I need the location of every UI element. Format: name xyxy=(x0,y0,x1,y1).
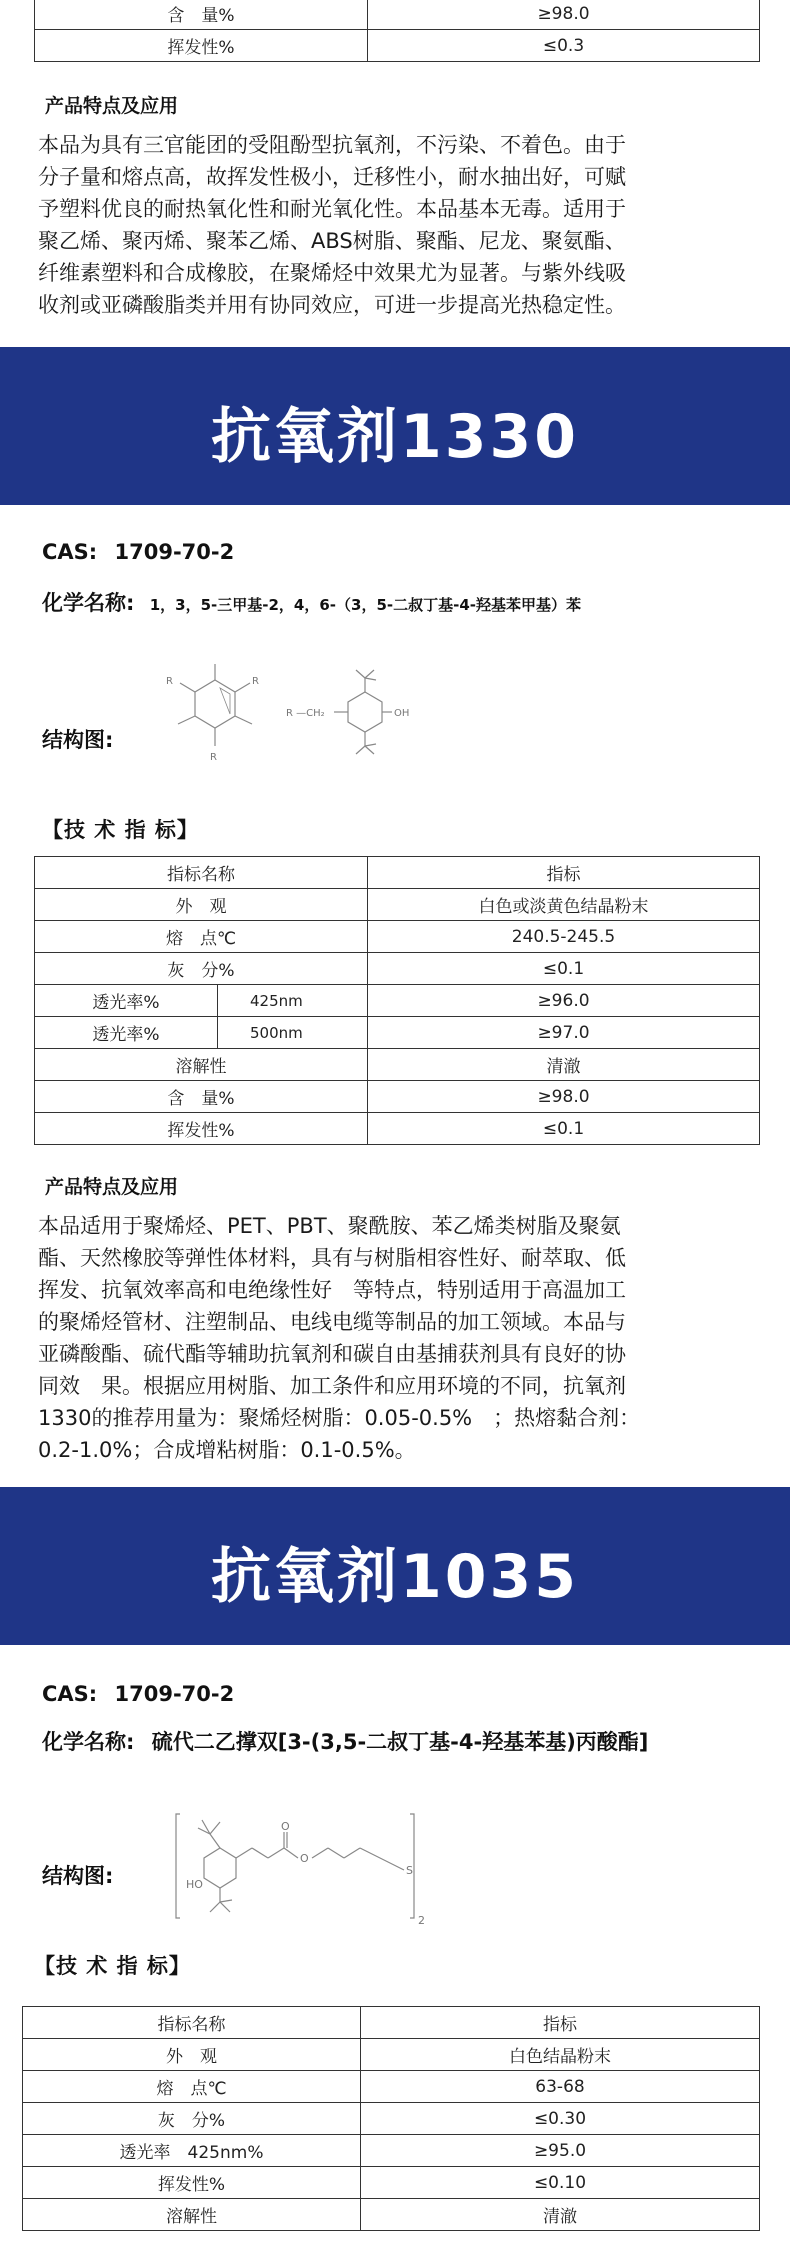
product-title: 抗氧剂1330 xyxy=(211,402,579,472)
spec-value: 240.5-245.5 xyxy=(368,921,760,953)
table-row xyxy=(35,1017,760,1049)
product-title: 抗氧剂1035 xyxy=(211,1542,579,1612)
table-row xyxy=(35,1081,760,1113)
top-spec-table xyxy=(34,0,760,62)
table-row xyxy=(23,2199,760,2231)
spec-value: 清澈 xyxy=(361,2199,760,2231)
structure-diagram-1330 xyxy=(160,650,460,780)
spec-value: ≤0.10 xyxy=(361,2167,760,2199)
structure-label: 结构图: xyxy=(42,728,114,752)
struct-text-oh: OH xyxy=(394,708,410,719)
header-value: 指标 xyxy=(368,857,760,889)
table-row xyxy=(23,2167,760,2199)
spec-name: 挥发性% xyxy=(35,30,368,62)
spec-name: 含 量% xyxy=(35,1081,368,1113)
spec-value: ≥98.0 xyxy=(368,0,760,30)
paragraph-line: 0.2-1.0%；合成增粘树脂：0.1-0.5%。 xyxy=(38,1438,416,1462)
table-header-row xyxy=(35,857,760,889)
table-row xyxy=(23,2135,760,2167)
table-row xyxy=(23,2103,760,2135)
spec-value: 清澈 xyxy=(368,1049,760,1081)
tech-spec-label: 【技 术 指 标】 xyxy=(42,818,199,842)
paragraph-line: 本品适用于聚烯烃、PET、PBT、聚酰胺、苯乙烯类树脂及聚氨 xyxy=(38,1214,621,1238)
table-row xyxy=(35,953,760,985)
paragraph-line: 酯、天然橡胶等弹性体材料，具有与树脂相容性好、耐萃取、低 xyxy=(38,1246,626,1270)
struct-text-o: O xyxy=(281,1820,290,1833)
spec-name: 挥发性% xyxy=(23,2167,361,2199)
paragraph-line: 聚乙烯、聚丙烯、聚苯乙烯、ABS树脂、聚酯、尼龙、聚氨酯、 xyxy=(38,229,626,253)
spec-table-1035 xyxy=(22,2006,760,2231)
struct-text-r: R xyxy=(252,676,259,687)
structure-label: 结构图: xyxy=(42,1864,114,1888)
spec-value: 白色或淡黄色结晶粉末 xyxy=(368,889,760,921)
paragraph-line: 纤维素塑料和合成橡胶，在聚烯烃中效果尤为显著。与紫外线吸 xyxy=(38,261,626,285)
paragraph-line: 同效 果。根据应用树脂、加工条件和应用环境的不同，抗氧剂 xyxy=(38,1374,626,1398)
table-row xyxy=(35,985,760,1017)
spec-name: 熔 点℃ xyxy=(23,2071,361,2103)
structure-diagram-1035 xyxy=(172,1808,442,1928)
spec-value: ≥98.0 xyxy=(368,1081,760,1113)
table-row xyxy=(35,889,760,921)
struct-text-sub: 2 xyxy=(418,1914,425,1927)
spec-name: 灰 分% xyxy=(35,953,368,985)
table-row xyxy=(23,2071,760,2103)
features-heading: 产品特点及应用 xyxy=(45,95,179,117)
spec-name: 外 观 xyxy=(23,2039,361,2071)
paragraph-line: 1330的推荐用量为：聚烯烃树脂：0.05-0.5% ；热熔黏合剂： xyxy=(38,1406,641,1430)
title-banner-1035 xyxy=(0,1487,790,1645)
struct-text-r: R xyxy=(210,752,217,763)
paragraph-line: 本品为具有三官能团的受阻酚型抗氧剂，不污染、不着色。由于 xyxy=(38,133,626,157)
spec-name: 透光率% xyxy=(35,1017,218,1049)
chem-name-line xyxy=(42,1726,648,1756)
paragraph-line: 挥发、抗氧效率高和电绝缘性好 等特点，特别适用于高温加工 xyxy=(38,1278,626,1302)
table-row xyxy=(35,0,760,30)
struct-text-r: R xyxy=(166,676,173,687)
spec-value: ≤0.1 xyxy=(368,953,760,985)
features-heading: 产品特点及应用 xyxy=(45,1176,179,1198)
spec-name: 挥发性% xyxy=(35,1113,368,1145)
spec-name: 含 量% xyxy=(35,0,368,30)
spec-value: ≤0.1 xyxy=(368,1113,760,1145)
chem-label: 化学名称: xyxy=(42,1730,135,1754)
tech-spec-label: 【技 术 指 标】 xyxy=(34,1954,191,1978)
spec-name: 溶解性 xyxy=(35,1049,368,1081)
struct-text-ho: HO xyxy=(186,1878,203,1891)
struct-text-s: S xyxy=(406,1864,413,1877)
table-header-row xyxy=(23,2007,760,2039)
spec-name: 熔 点℃ xyxy=(35,921,368,953)
spec-name: 灰 分% xyxy=(23,2103,361,2135)
spec-value: ≥95.0 xyxy=(361,2135,760,2167)
paragraph-line: 收剂或亚磷酸脂类并用有协同效应，可进一步提高光热稳定性。 xyxy=(38,293,626,317)
cas-line xyxy=(42,1682,234,1706)
chem-value: 1，3，5-三甲基-2，4，6-（3，5-二叔丁基-4-羟基苯甲基）苯 xyxy=(149,596,582,614)
table-row xyxy=(35,1049,760,1081)
spec-sub: 425nm xyxy=(218,985,368,1017)
spec-value: 白色结晶粉末 xyxy=(361,2039,760,2071)
spec-value: ≤0.30 xyxy=(361,2103,760,2135)
header-value: 指标 xyxy=(361,2007,760,2039)
table-row xyxy=(35,1113,760,1145)
paragraph-line: 亚磷酸酯、硫代酯等辅助抗氧剂和碳自由基捕获剂具有良好的协 xyxy=(38,1342,626,1366)
cas-line xyxy=(42,540,234,564)
cas-value: 1709-70-2 xyxy=(114,1682,235,1706)
spec-name: 溶解性 xyxy=(23,2199,361,2231)
paragraph-line: 予塑料优良的耐热氧化性和耐光氧化性。本品基本无毒。适用于 xyxy=(38,197,626,221)
struct-text-rch2: R —CH₂ xyxy=(286,708,325,719)
cas-label: CAS: xyxy=(42,540,98,564)
table-row xyxy=(35,30,760,62)
header-name: 指标名称 xyxy=(23,2007,361,2039)
cas-label: CAS: xyxy=(42,1682,98,1706)
chem-name-line xyxy=(42,587,581,617)
spec-name: 透光率% xyxy=(35,985,218,1017)
table-row xyxy=(23,2039,760,2071)
struct-text-o: O xyxy=(300,1852,309,1865)
spec-value: ≥97.0 xyxy=(368,1017,760,1049)
paragraph-line: 的聚烯烃管材、注塑制品、电线电缆等制品的加工领域。本品与 xyxy=(38,1310,626,1334)
spec-value: ≤0.3 xyxy=(368,30,760,62)
spec-name: 透光率 425nm% xyxy=(23,2135,361,2167)
header-name: 指标名称 xyxy=(35,857,368,889)
cas-value: 1709-70-2 xyxy=(114,540,235,564)
spec-value: ≥96.0 xyxy=(368,985,760,1017)
chem-value: 硫代二乙撑双[3-(3,5-二叔丁基-4-羟基苯基)丙酸酯] xyxy=(151,1730,649,1754)
title-banner-1330 xyxy=(0,347,790,505)
spec-table-1330 xyxy=(34,856,760,1145)
spec-value: 63-68 xyxy=(361,2071,760,2103)
paragraph-line: 分子量和熔点高，故挥发性极小，迁移性小，耐水抽出好，可赋 xyxy=(38,165,626,189)
spec-name: 外 观 xyxy=(35,889,368,921)
spec-sub: 500nm xyxy=(218,1017,368,1049)
chem-label: 化学名称: xyxy=(42,591,135,615)
table-row xyxy=(35,921,760,953)
